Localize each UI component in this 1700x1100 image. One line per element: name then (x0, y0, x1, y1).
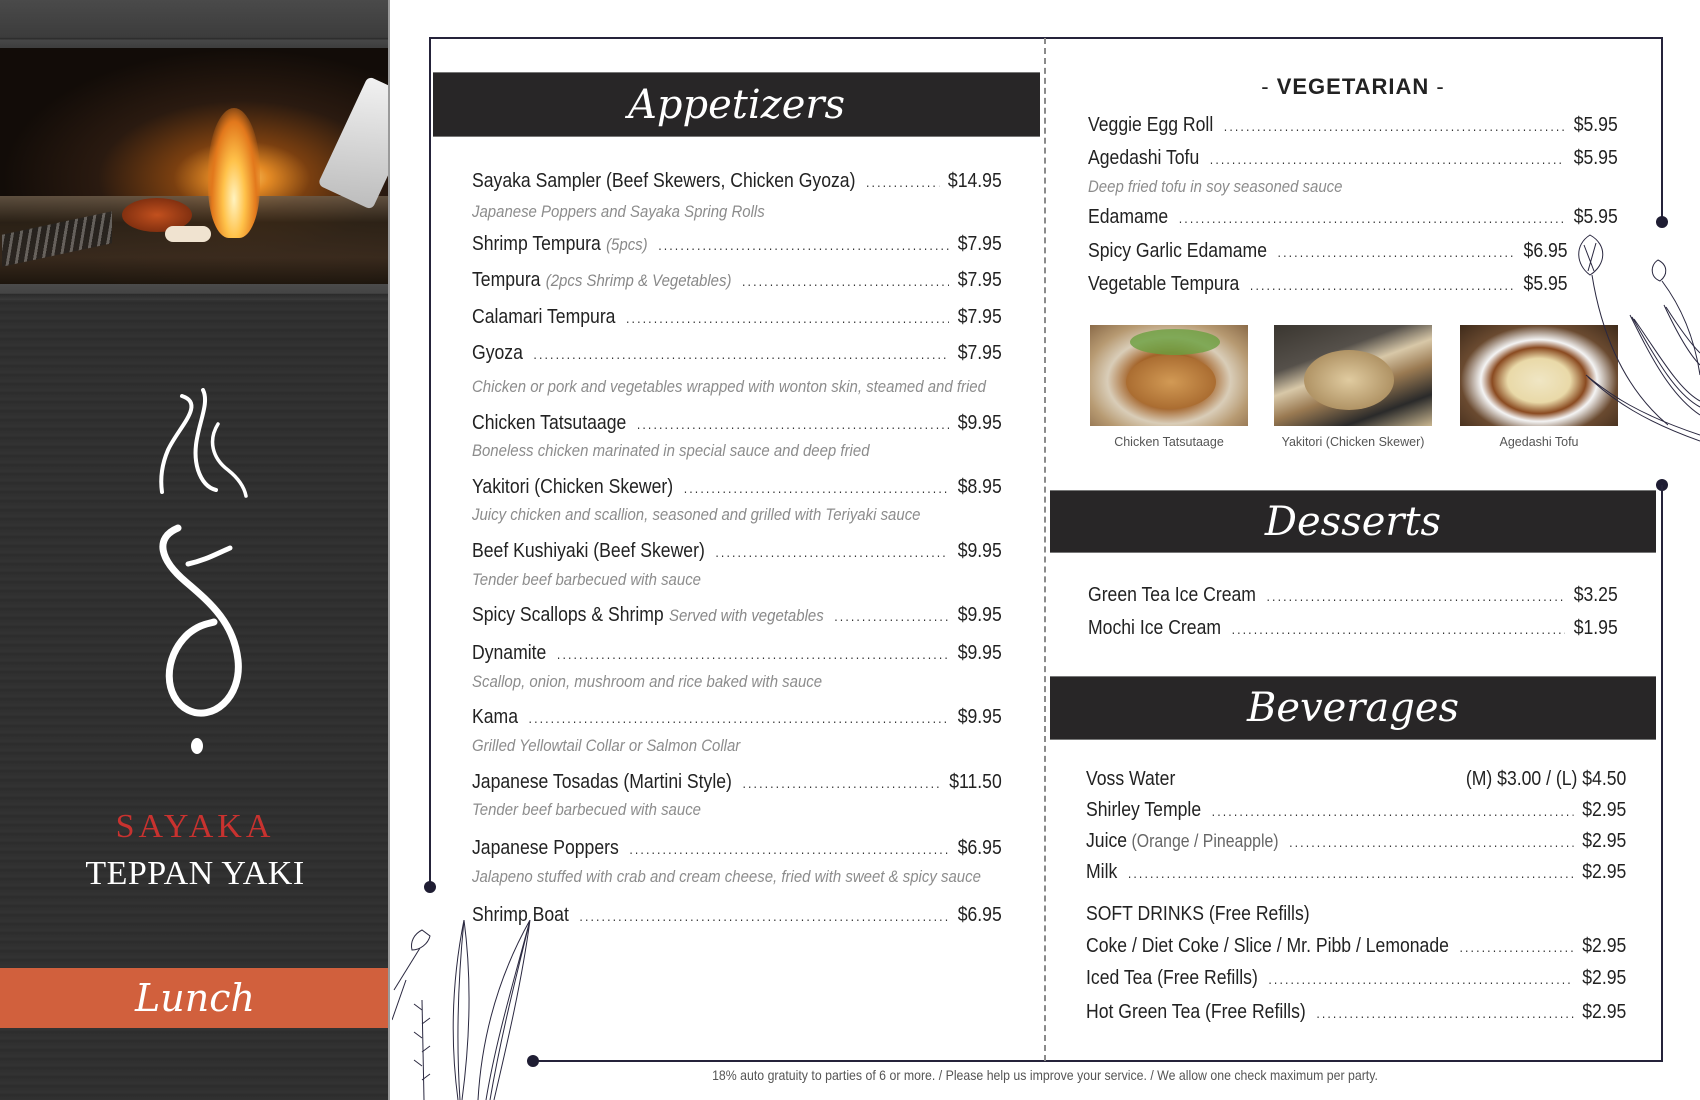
menu-item: Hot Green Tea (Free Refills) ..... $2.95 (1086, 1001, 1626, 1024)
scallops (165, 226, 211, 242)
dot-leader (626, 310, 949, 326)
price: $2.95 (1582, 935, 1627, 957)
item-description: Scallop, onion, mushroom and rice baked with sauce (472, 672, 823, 691)
menu-item: Tempura (2pcs Shrimp & Vegetables) ..... $7.95 (472, 269, 1002, 292)
price: $7.95 (957, 233, 1002, 255)
price: $7.95 (957, 342, 1002, 364)
dot-leader (557, 646, 949, 662)
price: $5.95 (1573, 206, 1618, 228)
item-description: Tender beef barbecued with sauce (472, 800, 702, 819)
price: $7.95 (957, 306, 1002, 328)
dot-leader (1212, 803, 1574, 819)
menu-item: Vegetable Tempura ..... $5.95 (1088, 273, 1568, 296)
soft-drinks-label: SOFT DRINKS (Free Refills) (1086, 903, 1310, 925)
menu-item: Spicy Scallops & Shrimp Served with vegetables ..... $9.95 (472, 604, 1002, 627)
price: $2.95 (1582, 830, 1627, 852)
price: $6.95 (1523, 240, 1568, 262)
menu-item: Mochi Ice Cream ..... $1.95 (1088, 617, 1618, 640)
item-description: Japanese Poppers and Sayaka Spring Rolls (472, 202, 765, 221)
menu-item: Spicy Garlic Edamame ..... $6.95 (1088, 240, 1568, 263)
botanical-illustration-bottom-left-icon (392, 920, 542, 1100)
meal-period-label: Lunch (135, 976, 255, 1020)
menu-item: Chicken Tatsutaage ..... $9.95 (472, 412, 1002, 435)
menu-item: Sayaka Sampler (Beef Skewers, Chicken Gyoza) ..... $14.95 (472, 170, 1002, 193)
price: $2.95 (1582, 861, 1627, 883)
price: $9.95 (957, 540, 1002, 562)
price: $11.50 (949, 771, 1002, 793)
frame-right-line-lower (1661, 485, 1663, 1062)
dot-leader (1459, 939, 1573, 955)
dot-leader (1316, 1005, 1573, 1021)
menu-item: Edamame ..... $5.95 (1088, 206, 1618, 229)
menu-item: Japanese Tosadas (Martini Style) ..... $11.50 (472, 771, 1002, 794)
price: $2.95 (1582, 799, 1627, 821)
sidebar-panel (0, 0, 390, 1100)
dot-leader (637, 416, 949, 432)
botanical-illustration-right-icon (1570, 225, 1700, 460)
frame-right-line-upper (1661, 37, 1663, 222)
price: $14.95 (947, 170, 1002, 192)
price: $3.25 (1573, 584, 1618, 606)
menu-item: Veggie Egg Roll ..... $5.95 (1088, 114, 1618, 137)
price: $8.95 (957, 476, 1002, 498)
desserts-title: Desserts (1264, 498, 1442, 545)
menu-item: Juice (Orange / Pineapple) ..... $2.95 (1086, 830, 1626, 853)
menu-item: Japanese Poppers ..... $6.95 (472, 837, 1002, 860)
photo-caption: Chicken Tatsutaage (1114, 435, 1224, 449)
footer-policy-note: 18% auto gratuity to parties of 6 or more. / Please help us improve your service. / We allow one check maximum per party. (712, 1067, 1378, 1083)
price: $9.95 (957, 642, 1002, 664)
dot-leader (629, 841, 949, 857)
menu-item: Dynamite ..... $9.95 (472, 642, 1002, 665)
menu-item: Green Tea Ice Cream ..... $3.25 (1088, 584, 1618, 607)
meal-period-band (0, 968, 390, 1028)
dot-leader (866, 174, 939, 190)
menu-item: Yakitori (Chicken Skewer) ..... $8.95 (472, 476, 1002, 499)
chef-sleeve (317, 76, 390, 210)
photo-caption: Yakitori (Chicken Skewer) (1281, 435, 1425, 449)
item-description: Grilled Yellowtail Collar or Salmon Collar (472, 736, 741, 755)
wood-trim-bottom (0, 284, 390, 300)
sidebar-edge (388, 0, 390, 1100)
appetizers-list (472, 0, 1002, 1100)
menu-item: Kama ..... $9.95 (472, 706, 1002, 729)
dot-leader (742, 775, 940, 791)
price: $9.95 (957, 604, 1002, 626)
flame (208, 108, 260, 238)
item-description: Tender beef barbecued with sauce (472, 570, 702, 589)
price: $9.95 (957, 706, 1002, 728)
frame-left-dot (424, 881, 436, 893)
price: $2.95 (1582, 967, 1627, 989)
dot-leader (715, 544, 949, 560)
dot-leader (579, 908, 948, 924)
menu-item: Iced Tea (Free Refills) ..... $2.95 (1086, 967, 1626, 990)
price: $6.95 (957, 837, 1002, 859)
sayaka-logo-icon (148, 388, 248, 758)
item-description: Jalapeno stuffed with crab and cream cheese, fried with sweet & spicy sauce (472, 867, 981, 886)
price: $5.95 (1523, 273, 1568, 295)
dot-leader (658, 237, 949, 253)
dot-leader (742, 273, 949, 289)
menu-item: Shrimp Tempura (5pcs) ..... $7.95 (472, 233, 1002, 256)
item-description: Chicken or pork and vegetables wrapped with wonton skin, steamed and fried (472, 377, 986, 396)
menu-item: Milk ..... $2.95 (1086, 861, 1626, 884)
menu-item: Voss Water (M) $3.00 / (L) $4.50 (1086, 768, 1627, 790)
price: $7.95 (957, 269, 1002, 291)
wood-trim-top (0, 0, 390, 48)
column-divider (1044, 38, 1046, 1061)
frame-left-line (429, 37, 431, 887)
item-description: Deep fried tofu in soy seasoned sauce (1088, 177, 1343, 196)
photo-caption: Agedashi Tofu (1499, 435, 1579, 449)
price: $5.95 (1573, 147, 1618, 169)
dot-leader (1128, 865, 1574, 881)
price: $9.95 (957, 412, 1002, 434)
item-description: Boneless chicken marinated in special sauce and deep fried (472, 441, 870, 460)
vegetarian-heading: - VEGETARIAN - (1261, 74, 1445, 99)
item-description: Juicy chicken and scallion, seasoned and grilled with Teriyaki sauce (472, 505, 921, 524)
dot-leader (529, 710, 949, 726)
dot-leader (1268, 971, 1573, 987)
dot-leader (533, 346, 948, 362)
appetizers-title: Appetizers (627, 81, 846, 128)
menu-item: Coke / Diet Coke / Slice / Mr. Pibb / Lemonade ..... $2.95 (1086, 935, 1626, 958)
beverages-title: Beverages (1246, 685, 1460, 731)
price: $1.95 (1573, 617, 1618, 639)
menu-item: Beef Kushiyaki (Beef Skewer) ..... $9.95 (472, 540, 1002, 563)
beverages-list (1086, 0, 1626, 1050)
menu-item: Shrimp Boat ..... $6.95 (472, 904, 1002, 927)
menu-item: Shirley Temple ..... $2.95 (1086, 799, 1626, 822)
price: $6.95 (957, 904, 1002, 926)
price: $2.95 (1582, 1001, 1627, 1023)
dot-leader (684, 480, 949, 496)
dot-leader (1289, 834, 1573, 850)
price: (M) $3.00 / (L) $4.50 (1465, 768, 1627, 790)
brand-name: SAYAKA (115, 808, 275, 845)
menu-item: Calamari Tempura ..... $7.95 (472, 306, 1002, 329)
teppanyaki-grill-photo (0, 48, 390, 284)
menu-item: Agedashi Tofu ..... $5.95 (1088, 147, 1618, 170)
dot-leader (834, 608, 949, 624)
menu-item: Gyoza ..... $7.95 (472, 342, 1002, 365)
brand-subtitle: TEPPAN YAKI (85, 855, 305, 892)
price: $5.95 (1573, 114, 1618, 136)
